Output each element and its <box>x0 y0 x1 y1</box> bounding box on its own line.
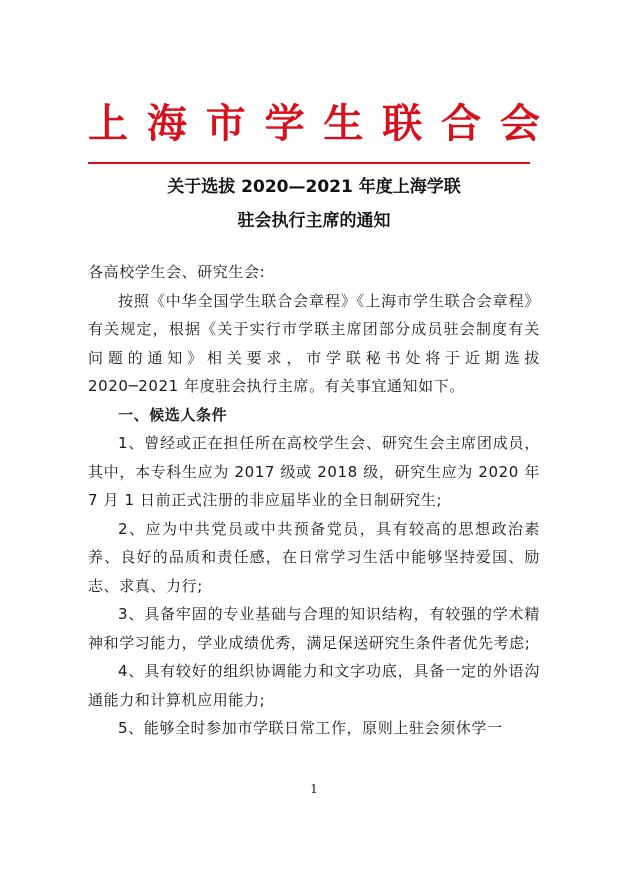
letterhead-red-rule <box>88 162 530 164</box>
condition-item-2: 2、应为中共党员或中共预备党员，具有较高的思想政治素养、良好的品质和责任感，在日常学习生活中能够坚持爱国、励志、求真、力行; <box>88 519 540 595</box>
intro-paragraph: 按照《中华全国学生联合会章程》《上海市学生联合会章程》有关规定，根据《关于实行市学联主席团部分成员驻会制度有关问题的通知》相关要求，市学联秘书处将于近期选拔 2020─2021 年度驻会执行主席。有关事宜通知如下。 <box>88 291 540 395</box>
document-body <box>88 258 540 743</box>
letterhead-org-name: 上 海 市 学 生 联 合 会 <box>88 100 540 147</box>
condition-item-1: 1、曾经或正在担任所在高校学生会、研究生会主席团成员，其中，本专科生应为 2017 级或 2018 级，研究生应为 2020 年 7 月 1 日前正式注册的非应届毕业的全日制研究生; <box>88 434 540 509</box>
document-title-line-1: 关于选拔 2020—2021 年度上海学联 <box>167 177 461 197</box>
salutation: 各高校学生会、研究生会: <box>88 263 266 281</box>
document-title-line-2: 驻会执行主席的通知 <box>237 211 391 231</box>
page-number: 1 <box>310 782 318 796</box>
condition-item-5: 5、能够全时参加市学联日常工作，原则上驻会须休学一 <box>118 719 503 737</box>
condition-item-3: 3、具备牢固的专业基础与合理的知识结构，有较强的学术精神和学习能力，学业成绩优秀，满足保送研究生条件者优先考虑; <box>88 605 540 652</box>
condition-item-4: 4、具有较好的组织协调能力和文字功底，具备一定的外语沟通能力和计算机应用能力; <box>88 662 540 709</box>
section-heading-candidate-conditions: 一、候选人条件 <box>118 405 228 424</box>
